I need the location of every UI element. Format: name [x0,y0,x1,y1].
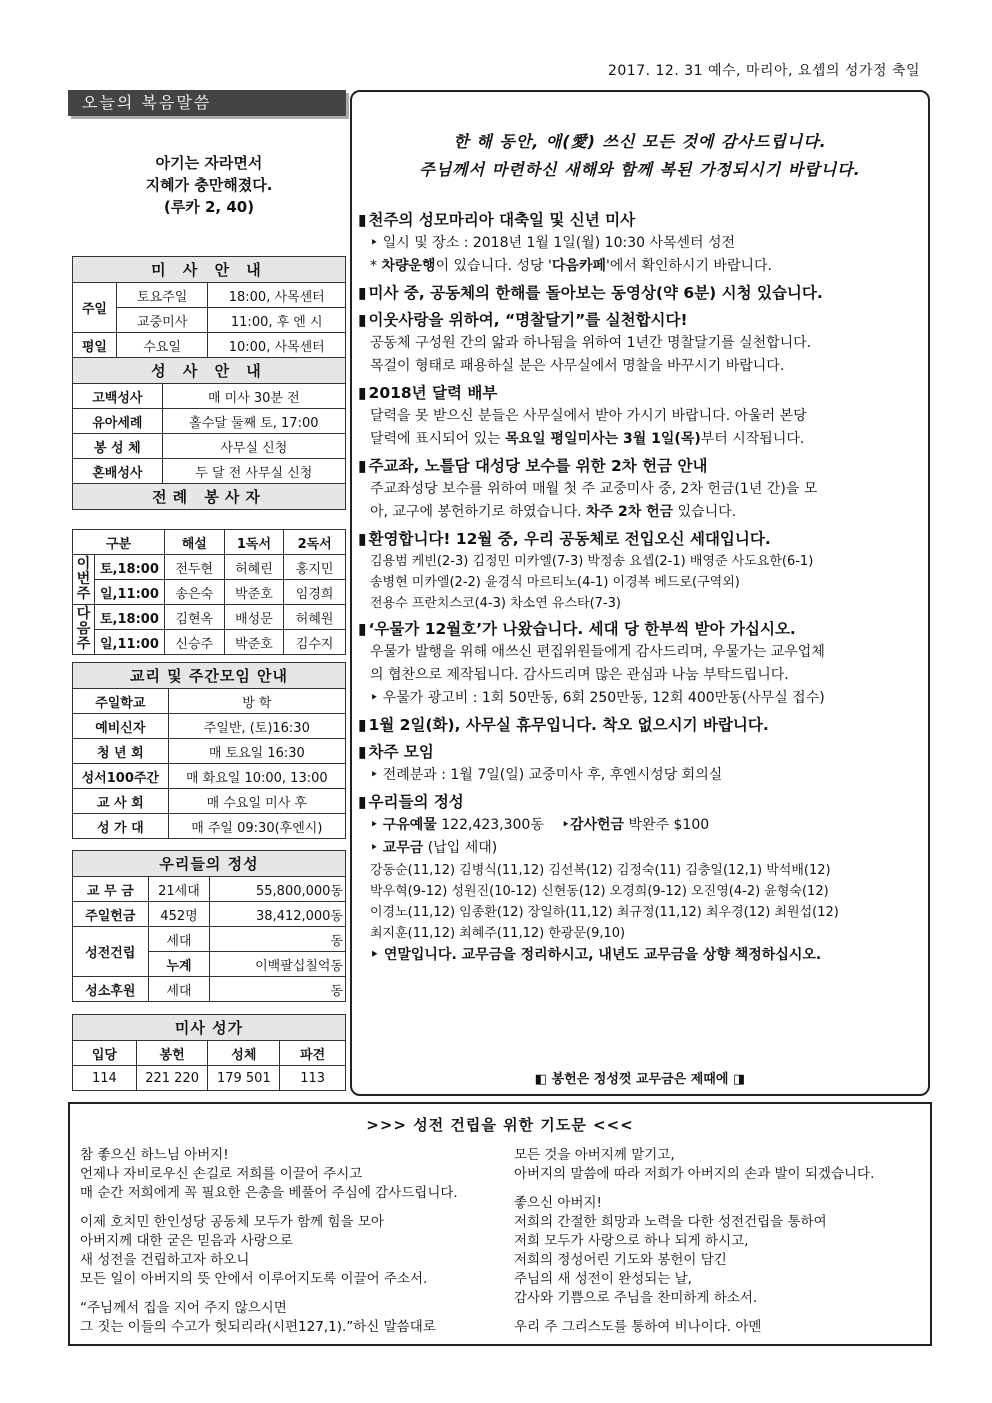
server-name: 홍지민 [284,555,346,580]
prayer-line: 아버지께 대한 굳은 믿음과 사랑으로 [80,1233,293,1249]
prayer-line: 모든 것을 아버지께 맡기고, [514,1147,675,1163]
verse-line: 아기는 자라면서 [155,154,263,172]
meeting-name: 성 가 대 [73,814,169,839]
notice-line: 의 협찬으로 제작됩니다. 감사드리며 많은 관심과 나눔 부탁드립니다. [370,667,789,683]
server-name: 신승주 [164,630,224,655]
sacrament-value: 매 미사 30분 전 [162,384,345,409]
prayer-line: 저희의 정성어린 기도와 봉헌이 담긴 [514,1252,727,1268]
prayer-line: 저희의 간절한 희망과 노력을 다한 성전건립을 통하여 [514,1214,827,1230]
notice-line: ‣ 연말입니다. 교무금을 정리하시고, 내년도 교무금을 상향 책정하십시오. [358,944,926,967]
verse-line: (루카 2, 40) [163,198,255,216]
meeting-name: 청 년 회 [73,739,169,764]
sacrament-value: 홀수달 둘째 토, 17:00 [162,409,345,434]
footer-note: ◧ 봉헌은 정성껏 교무금은 제때에 ◨ [534,1072,746,1087]
mass-time: 18:00, 사목센터 [208,283,346,308]
offering-name: 교 무 금 [73,877,149,902]
hymn-header: 파견 [280,1041,346,1066]
servers-header: 1독서 [224,530,284,555]
notice-line: ‣ 구유예물 122,423,300동 ‣감사헌금 박완주 $100 [370,817,710,833]
hymn-number: 179 501 [208,1066,280,1091]
notice-line: ‣ 교무금 (납입 세대) [370,840,498,856]
notice-header [360,128,920,184]
sacrament-title: 성 사 안 내 [73,358,346,384]
servers-table [72,529,346,655]
prayer-line: 참 좋으신 하느님 아버지! [80,1147,229,1163]
support-label: 성소후원 [73,977,149,1002]
prayer-title: >>> 성전 건립을 위한 기도문 <<< [366,1116,634,1134]
prayer-line: 모든 일이 아버지의 뜻 안에서 이루어지도록 이끌어 주소서. [80,1271,428,1287]
server-name: 배성문 [224,605,284,630]
meeting-name: 주일학교 [73,689,169,714]
notice-line: * 차량운행이 있습니다. 성당 '다음카페'에서 확인하시기 바랍니다. [370,258,772,274]
prayer-line: 우리 주 그리스도를 통하여 비나이다. 아멘 [514,1319,762,1335]
prayer-line: 이제 호치민 한인성당 공동체 모두가 함께 힘을 모아 [80,1214,384,1230]
notice-line: ‣ 전례분과 : 1월 7일(일) 교중미사 후, 후엔시성당 회의실 [358,764,926,787]
weekday-label: 평일 [73,333,117,358]
notice-title: ▮ 2018년 달력 배부 [358,382,926,405]
servers-header: 구분 [73,530,165,555]
meeting-value: 매 토요일 16:30 [168,739,345,764]
server-name: 허혜원 [284,605,346,630]
prayer-line: 언제나 자비로우신 손길로 저희를 이끌어 주시고 [80,1166,363,1182]
server-name: 허혜린 [224,555,284,580]
notice-line: 아, 교구에 봉헌하기로 하였습니다. 차주 2차 헌금 있습니다. [370,504,737,520]
doctrine-title: 교리 및 주간모임 안내 [73,663,346,689]
building-label: 성전건립 [73,927,149,977]
mass-name: 토요주일 [116,283,208,308]
this-week-label: 이 번 주 [73,555,95,605]
server-slot: 토,18:00 [94,605,164,630]
notice-line: 전용수 프란치스코(4-3) 차소연 유스타(7-3) [370,596,621,611]
hymn-header: 입당 [73,1041,137,1066]
offering-name: 주일헌금 [73,902,149,927]
server-name: 송은숙 [164,580,224,605]
support-count: 세대 [148,977,210,1002]
notice-title: ▮ 환영합니다! 12월 중, 우리 공동체로 전입오신 세대입니다. [358,528,926,551]
notice-line: ‣ 일시 및 장소 : 2018년 1월 1일(월) 10:30 사목센터 성전 [358,232,926,255]
notice-line: 송병현 미카엘(2-2) 윤경식 마르티노(4-1) 이경복 베드로(구역외) [370,575,740,590]
notice-line: 달력에 표시되어 있는 목요일 평일미사는 3월 1일(목)부터 시작됩니다. [370,431,805,447]
notices-list [358,205,926,967]
hymns-title: 미사 성가 [73,1015,346,1041]
notice-line: 목걸이 형태로 패용하실 분은 사무실에서 명찰을 바꾸시기 바랍니다. [370,358,785,374]
server-name: 박준호 [224,580,284,605]
prayer-line: 그 짓는 이들의 수고가 헛되리라(시편127,1).”하신 말씀대로 [80,1319,436,1335]
offering-amount: 38,412,000동 [210,902,346,927]
date-line: 2017. 12. 31 예수, 마리아, 요셉의 성가정 축일 [607,63,920,79]
server-name: 임경희 [284,580,346,605]
prayer-right-column [514,1146,924,1337]
notice-line: 달력을 못 받으신 분들은 사무실에서 받아 가시기 바랍니다. 아울러 본당 [370,408,807,424]
offering-count: 452명 [148,902,210,927]
notice-title: ▮ 우리들의 정성 [358,791,926,814]
notice-names: 박우혁(9-12) 성원진(10-12) 신현동(12) 오경희(9-12) 오진영(4-2) 윤형숙(12) [370,884,829,899]
gospel-heading: 오늘의 복음말씀 [68,90,346,116]
hymn-header: 봉헌 [136,1041,208,1066]
meeting-value: 매 수요일 미사 후 [168,789,345,814]
meeting-value: 방 학 [168,689,345,714]
servers-header: 해설 [164,530,224,555]
meeting-value: 매 주일 09:30(후엔시) [168,814,345,839]
meeting-name: 성서100주간 [73,764,169,789]
hymns-table [72,1014,346,1091]
verse-line: 지혜가 충만해졌다. [145,176,273,194]
info-table [72,256,346,510]
support-amount: 동 [210,977,346,1002]
sacrament-value: 사무실 신청 [162,434,345,459]
prayer-line: 좋으신 아버지! [514,1195,602,1211]
sacrament-name: 혼배성사 [73,459,163,484]
offering-amount: 55,800,000동 [210,877,346,902]
prayer-line: 매 순간 저희에게 꼭 필요한 은총을 베풀어 주심에 감사드립니다. [80,1185,458,1201]
sunday-label: 주일 [73,283,117,333]
meeting-name: 교 사 회 [73,789,169,814]
notice-line: ‣ 우물가 광고비 : 1회 50만동, 6회 250만동, 12회 400만동(사무실 접수) [358,687,926,710]
hymn-number: 113 [280,1066,346,1091]
prayer-line: 저희 모두가 사랑으로 하나 되게 하시고, [514,1233,749,1249]
sacrament-name: 유아세례 [73,409,163,434]
sacrament-name: 봉 성 체 [73,434,163,459]
notice-title: ▮ 이웃사랑을 위하여, “명찰달기”를 실천합시다! [358,309,926,332]
prayer-left-column [80,1146,500,1337]
servers-title: 전례 봉사자 [73,484,346,510]
next-week-label: 다 음 주 [73,605,95,655]
notice-title: ▮ 차주 모임 [358,741,926,764]
notice-names: 이경노(11,12) 임종환(12) 장일하(11,12) 최규정(11,12) 최우경(12) 최원섭(12) [370,905,839,920]
notice-title: ▮ 천주의 성모마리아 대축일 및 신년 미사 [358,209,926,232]
mass-name: 수요일 [116,333,208,358]
prayer-line: 주님의 새 성전이 완성되는 날, [514,1271,692,1287]
notice-header-line: 주님께서 마련하신 새해와 함께 복된 가정되시기 바랍니다. [419,160,861,179]
notice-title: ▮ 주교좌, 노틀담 대성당 보수를 위한 2차 헌금 안내 [358,455,926,478]
server-slot: 일,11:00 [94,580,164,605]
notice-title: ▮ ‘우물가 12월호’가 나왔습니다. 세대 당 한부씩 받아 가십시오. [358,618,926,641]
notice-header-line: 한 해 동안, 애(愛) 쓰신 모든 것에 감사드립니다. [453,132,827,151]
offerings-table [72,850,346,1002]
doctrine-table [72,662,346,839]
server-name: 박준호 [224,630,284,655]
server-name: 전두현 [164,555,224,580]
sacrament-name: 고백성사 [73,384,163,409]
server-slot: 토,18:00 [94,555,164,580]
mass-time: 10:00, 사목센터 [208,333,346,358]
offerings-title: 우리들의 정성 [73,851,346,877]
hymn-header: 성체 [208,1041,280,1066]
servers-header: 2독서 [284,530,346,555]
offering-count: 21세대 [148,877,210,902]
mass-time: 11:00, 후 엔 시 [208,308,346,333]
prayer-line: 아버지의 말씀에 따라 저희가 아버지의 손과 발이 되겠습니다. [514,1166,875,1182]
hymn-number: 114 [73,1066,137,1091]
notice-line: 주교좌성당 보수를 위하여 매월 첫 주 교중미사 중, 2차 헌금(1년 간)을 모 [370,481,818,497]
mass-name: 교중미사 [116,308,208,333]
meeting-value: 주일반, (토)16:30 [168,714,345,739]
notice-names: 강동순(11,12) 김병식(11,12) 김선복(12) 김정숙(11) 김충일(12,1) 박석배(12) [370,863,831,878]
gospel-verse [72,152,346,218]
sacrament-value: 두 달 전 사무실 신청 [162,459,345,484]
meeting-name: 예비신자 [73,714,169,739]
building-count: 누계 [148,952,210,977]
prayer-line: 감사와 기쁨으로 주님을 찬미하게 하소서. [514,1290,758,1306]
notice-line: 우물가 발행을 위해 애쓰신 편집위원들에게 감사드리며, 우물가는 교우업체 [370,644,825,660]
notice-line: 김용범 케빈(2-3) 김정민 미카엘(7-3) 박정송 요셉(2-1) 배영준 사도요한(6-1) [370,554,814,569]
building-count: 세대 [148,927,210,952]
server-name: 김현옥 [164,605,224,630]
mass-info-title: 미 사 안 내 [73,257,346,283]
notice-title: ▮ 1월 2일(화), 사무실 휴무입니다. 착오 없으시기 바랍니다. [358,714,926,737]
notice-line: 공동체 구성원 간의 앎과 하나됨을 위하여 1년간 명찰달기를 실천합니다. [370,335,812,351]
server-slot: 일,11:00 [94,630,164,655]
prayer-line: 새 성전을 건립하고자 하오니 [80,1252,250,1268]
notice-title: ▮ 미사 중, 공동체의 한해를 돌아보는 동영상(약 6분) 시청 있습니다. [358,282,926,305]
server-name: 김수지 [284,630,346,655]
building-amount: 동 [210,927,346,952]
meeting-value: 매 화요일 10:00, 13:00 [168,764,345,789]
notice-names: 최지훈(11,12) 최혜주(11,12) 한광문(9,10) [370,926,626,941]
building-amount: 이백팔십칠억동 [210,952,346,977]
hymn-number: 221 220 [136,1066,208,1091]
prayer-line: “주님께서 집을 지어 주지 않으시면 [80,1300,287,1316]
